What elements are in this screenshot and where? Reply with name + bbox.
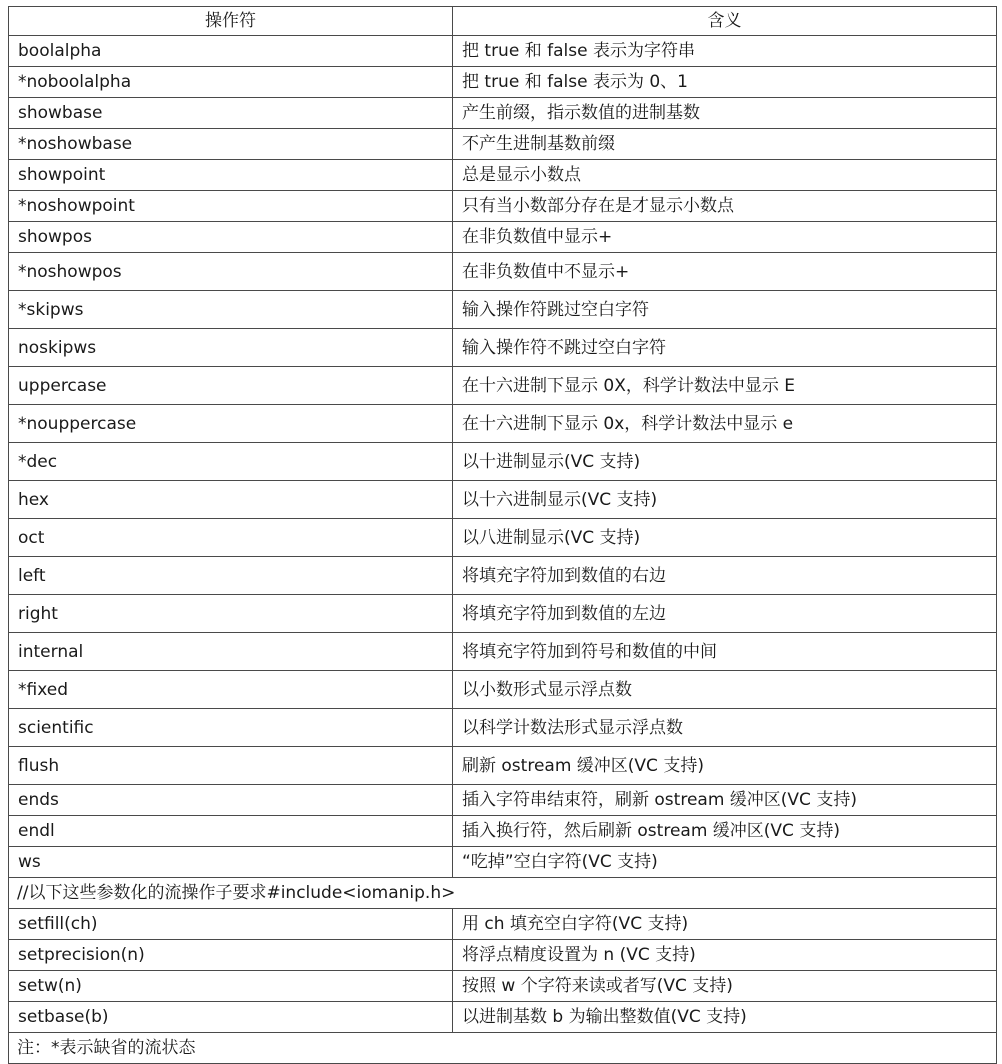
- table-row: [9, 36, 997, 67]
- meaning-cell: 输入操作符不跳过空白字符: [453, 329, 997, 367]
- table-row: [9, 443, 997, 481]
- table-row: [9, 557, 997, 595]
- meaning-cell: 插入字符串结束符，刷新 ostream 缓冲区(VC 支持): [453, 785, 997, 816]
- meaning-cell: 将填充字符加到符号和数值的中间: [453, 633, 997, 671]
- table-row: [9, 67, 997, 98]
- meaning-cell: 在十六进制下显示 0x，科学计数法中显示 e: [453, 405, 997, 443]
- section-note: //以下这些参数化的流操作子要求#include<iomanip.h>: [9, 878, 997, 909]
- meaning-cell: 输入操作符跳过空白字符: [453, 291, 997, 329]
- meaning-cell: 以八进制显示(VC 支持): [453, 519, 997, 557]
- meaning-cell: 总是显示小数点: [453, 160, 997, 191]
- table-body: [9, 36, 997, 1064]
- operator-cell: *dec: [9, 443, 453, 481]
- meaning-cell: 按照 w 个字符来读或者写(VC 支持): [453, 971, 997, 1002]
- operator-cell: uppercase: [9, 367, 453, 405]
- table-row: [9, 160, 997, 191]
- meaning-cell: 把 true 和 false 表示为 0、1: [453, 67, 997, 98]
- table-header-row: [9, 7, 997, 36]
- operator-cell: *fixed: [9, 671, 453, 709]
- operator-cell: oct: [9, 519, 453, 557]
- meaning-cell: 产生前缀，指示数值的进制基数: [453, 98, 997, 129]
- operator-cell: ends: [9, 785, 453, 816]
- table-row: [9, 671, 997, 709]
- table-row: [9, 519, 997, 557]
- operator-cell: showpoint: [9, 160, 453, 191]
- meaning-cell: 以十进制显示(VC 支持): [453, 443, 997, 481]
- footer-note: 注：*表示缺省的流状态: [9, 1033, 997, 1064]
- table-row: [9, 405, 997, 443]
- meaning-cell: 用 ch 填充空白字符(VC 支持): [453, 909, 997, 940]
- meaning-cell: 在十六进制下显示 0X，科学计数法中显示 E: [453, 367, 997, 405]
- operator-cell: endl: [9, 816, 453, 847]
- table-row: [9, 481, 997, 519]
- operator-cell: showbase: [9, 98, 453, 129]
- manipulator-table: [8, 6, 997, 1064]
- operator-cell: setw(n): [9, 971, 453, 1002]
- manipulator-table-wrapper: [8, 6, 996, 1064]
- meaning-cell: 把 true 和 false 表示为字符串: [453, 36, 997, 67]
- meaning-cell: 将填充字符加到数值的右边: [453, 557, 997, 595]
- operator-cell: setprecision(n): [9, 940, 453, 971]
- table-row: [9, 98, 997, 129]
- section-note-row: [9, 878, 997, 909]
- operator-cell: *noboolalpha: [9, 67, 453, 98]
- operator-cell: left: [9, 557, 453, 595]
- header-operator: 操作符: [9, 7, 453, 36]
- operator-cell: *nouppercase: [9, 405, 453, 443]
- meaning-cell: 以十六进制显示(VC 支持): [453, 481, 997, 519]
- table-row: [9, 971, 997, 1002]
- table-row: [9, 785, 997, 816]
- meaning-cell: 在非负数值中显示+: [453, 222, 997, 253]
- operator-cell: *noshowbase: [9, 129, 453, 160]
- table-row: [9, 329, 997, 367]
- table-row: [9, 940, 997, 971]
- operator-cell: setbase(b): [9, 1002, 453, 1033]
- meaning-cell: 以小数形式显示浮点数: [453, 671, 997, 709]
- meaning-cell: 以科学计数法形式显示浮点数: [453, 709, 997, 747]
- meaning-cell: 刷新 ostream 缓冲区(VC 支持): [453, 747, 997, 785]
- table-row: [9, 253, 997, 291]
- meaning-cell: 将填充字符加到数值的左边: [453, 595, 997, 633]
- meaning-cell: “吃掉”空白字符(VC 支持): [453, 847, 997, 878]
- operator-cell: noskipws: [9, 329, 453, 367]
- table-row: [9, 909, 997, 940]
- table-row: [9, 816, 997, 847]
- operator-cell: *noshowpoint: [9, 191, 453, 222]
- operator-cell: showpos: [9, 222, 453, 253]
- meaning-cell: 插入换行符，然后刷新 ostream 缓冲区(VC 支持): [453, 816, 997, 847]
- operator-cell: setfill(ch): [9, 909, 453, 940]
- table-row: [9, 367, 997, 405]
- meaning-cell: 以进制基数 b 为输出整数值(VC 支持): [453, 1002, 997, 1033]
- meaning-cell: 在非负数值中不显示+: [453, 253, 997, 291]
- table-row: [9, 129, 997, 160]
- table-row: [9, 291, 997, 329]
- table-row: [9, 595, 997, 633]
- meaning-cell: 不产生进制基数前缀: [453, 129, 997, 160]
- header-meaning: 含义: [453, 7, 997, 36]
- footer-note-row: [9, 1033, 997, 1064]
- operator-cell: *skipws: [9, 291, 453, 329]
- operator-cell: *noshowpos: [9, 253, 453, 291]
- table-row: [9, 747, 997, 785]
- table-row: [9, 633, 997, 671]
- meaning-cell: 将浮点精度设置为 n (VC 支持): [453, 940, 997, 971]
- operator-cell: ws: [9, 847, 453, 878]
- table-row: [9, 191, 997, 222]
- operator-cell: right: [9, 595, 453, 633]
- meaning-cell: 只有当小数部分存在是才显示小数点: [453, 191, 997, 222]
- operator-cell: boolalpha: [9, 36, 453, 67]
- table-row: [9, 709, 997, 747]
- table-row: [9, 1002, 997, 1033]
- table-row: [9, 847, 997, 878]
- operator-cell: internal: [9, 633, 453, 671]
- operator-cell: hex: [9, 481, 453, 519]
- operator-cell: flush: [9, 747, 453, 785]
- operator-cell: scientific: [9, 709, 453, 747]
- table-row: [9, 222, 997, 253]
